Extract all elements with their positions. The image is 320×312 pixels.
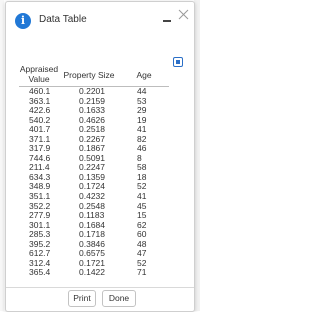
minimize-button[interactable] xyxy=(162,16,172,26)
table-cell: 18 xyxy=(137,171,147,182)
table-cell: 19 xyxy=(137,114,147,125)
table-cell: 0.2247 xyxy=(79,162,105,173)
table-cell: 0.2267 xyxy=(79,133,105,144)
table-cell: 460.1 xyxy=(29,86,51,96)
data-table-dialog xyxy=(5,1,195,312)
table-cell: 285.3 xyxy=(29,229,51,240)
column-header-age: Age xyxy=(136,70,152,80)
table-cell: 301.1 xyxy=(29,219,51,230)
table-cell: 47 xyxy=(137,248,147,259)
table-cell: 0.4232 xyxy=(79,191,105,202)
table-cell: 58 xyxy=(137,162,147,173)
data-table xyxy=(19,64,169,278)
footer-divider xyxy=(6,287,194,288)
table-cell: 0.1724 xyxy=(79,181,105,192)
table-cell: 0.1684 xyxy=(79,219,105,230)
table-cell: 82 xyxy=(137,133,147,144)
table-cell: 0.1633 xyxy=(79,105,105,116)
table-header-row xyxy=(19,64,169,87)
table-cell: 0.6575 xyxy=(79,248,105,259)
table-cell: 277.9 xyxy=(29,210,51,221)
table-cell: 0.1721 xyxy=(79,257,105,268)
table-cell: 0.1718 xyxy=(79,229,105,240)
table-cell: 0.2548 xyxy=(79,200,105,211)
table-cell: 0.3846 xyxy=(79,238,105,249)
table-cell: 540.2 xyxy=(29,114,51,125)
close-button[interactable] xyxy=(178,9,189,20)
table-cell: 365.4 xyxy=(29,267,51,278)
dialog-title: Data Table xyxy=(39,14,87,25)
table-cell: 60 xyxy=(137,229,147,240)
table-cell: 0.1867 xyxy=(79,143,105,154)
table-cell: 8 xyxy=(137,152,142,163)
table-cell: 317.9 xyxy=(29,143,51,154)
table-cell: 401.7 xyxy=(29,124,51,135)
export-button[interactable] xyxy=(173,57,183,67)
table-cell: 46 xyxy=(137,143,147,154)
table-cell: 612.7 xyxy=(29,248,51,259)
table-cell: 312.4 xyxy=(29,257,51,268)
column-header-appraised-value: Appraised Value xyxy=(19,64,59,84)
table-cell: 0.1183 xyxy=(79,210,105,221)
table-cell: 52 xyxy=(137,181,147,192)
background-page-left-edge xyxy=(0,0,4,311)
close-icon xyxy=(178,9,189,20)
table-cell: 363.1 xyxy=(29,95,51,106)
table-cell: 422.6 xyxy=(29,105,51,116)
table-cell: 48 xyxy=(137,238,147,249)
table-cell: 0.2201 xyxy=(79,86,105,96)
table-cell: 351.1 xyxy=(29,191,51,202)
table-cell: 371.1 xyxy=(29,133,51,144)
table-cell: 45 xyxy=(137,200,147,211)
table-cell: 0.4626 xyxy=(79,114,105,125)
column-header-property-size: Property Size xyxy=(63,70,115,80)
table-cell: 744.6 xyxy=(29,152,51,163)
table-cell: 0.1422 xyxy=(79,267,105,278)
table-cell: 44 xyxy=(137,86,147,96)
table-cell: 352.2 xyxy=(29,200,51,211)
table-cell: 41 xyxy=(137,124,147,135)
dialog-titlebar xyxy=(6,2,194,42)
table-cell: 348.9 xyxy=(29,181,51,192)
info-icon: i xyxy=(15,13,31,29)
table-cell: 211.4 xyxy=(29,162,50,173)
table-cell: 0.5091 xyxy=(79,152,105,163)
table-row xyxy=(19,268,169,278)
table-cell: 62 xyxy=(137,219,147,230)
table-cell: 29 xyxy=(137,105,147,116)
print-button[interactable]: Print xyxy=(68,290,96,307)
table-cell: 0.1359 xyxy=(79,171,105,182)
export-icon xyxy=(176,60,180,64)
table-cell: 395.2 xyxy=(29,238,51,249)
table-cell: 53 xyxy=(137,95,147,106)
table-cell: 71 xyxy=(137,267,147,278)
done-button[interactable]: Done xyxy=(102,290,136,307)
minimize-icon xyxy=(162,16,172,26)
table-cell: 52 xyxy=(137,257,147,268)
table-cell: 634.3 xyxy=(29,171,51,182)
table-cell: 0.2518 xyxy=(79,124,105,135)
table-cell: 41 xyxy=(137,191,147,202)
table-cell: 0.2159 xyxy=(79,95,105,106)
table-cell: 15 xyxy=(137,210,147,221)
table-body xyxy=(19,87,169,278)
